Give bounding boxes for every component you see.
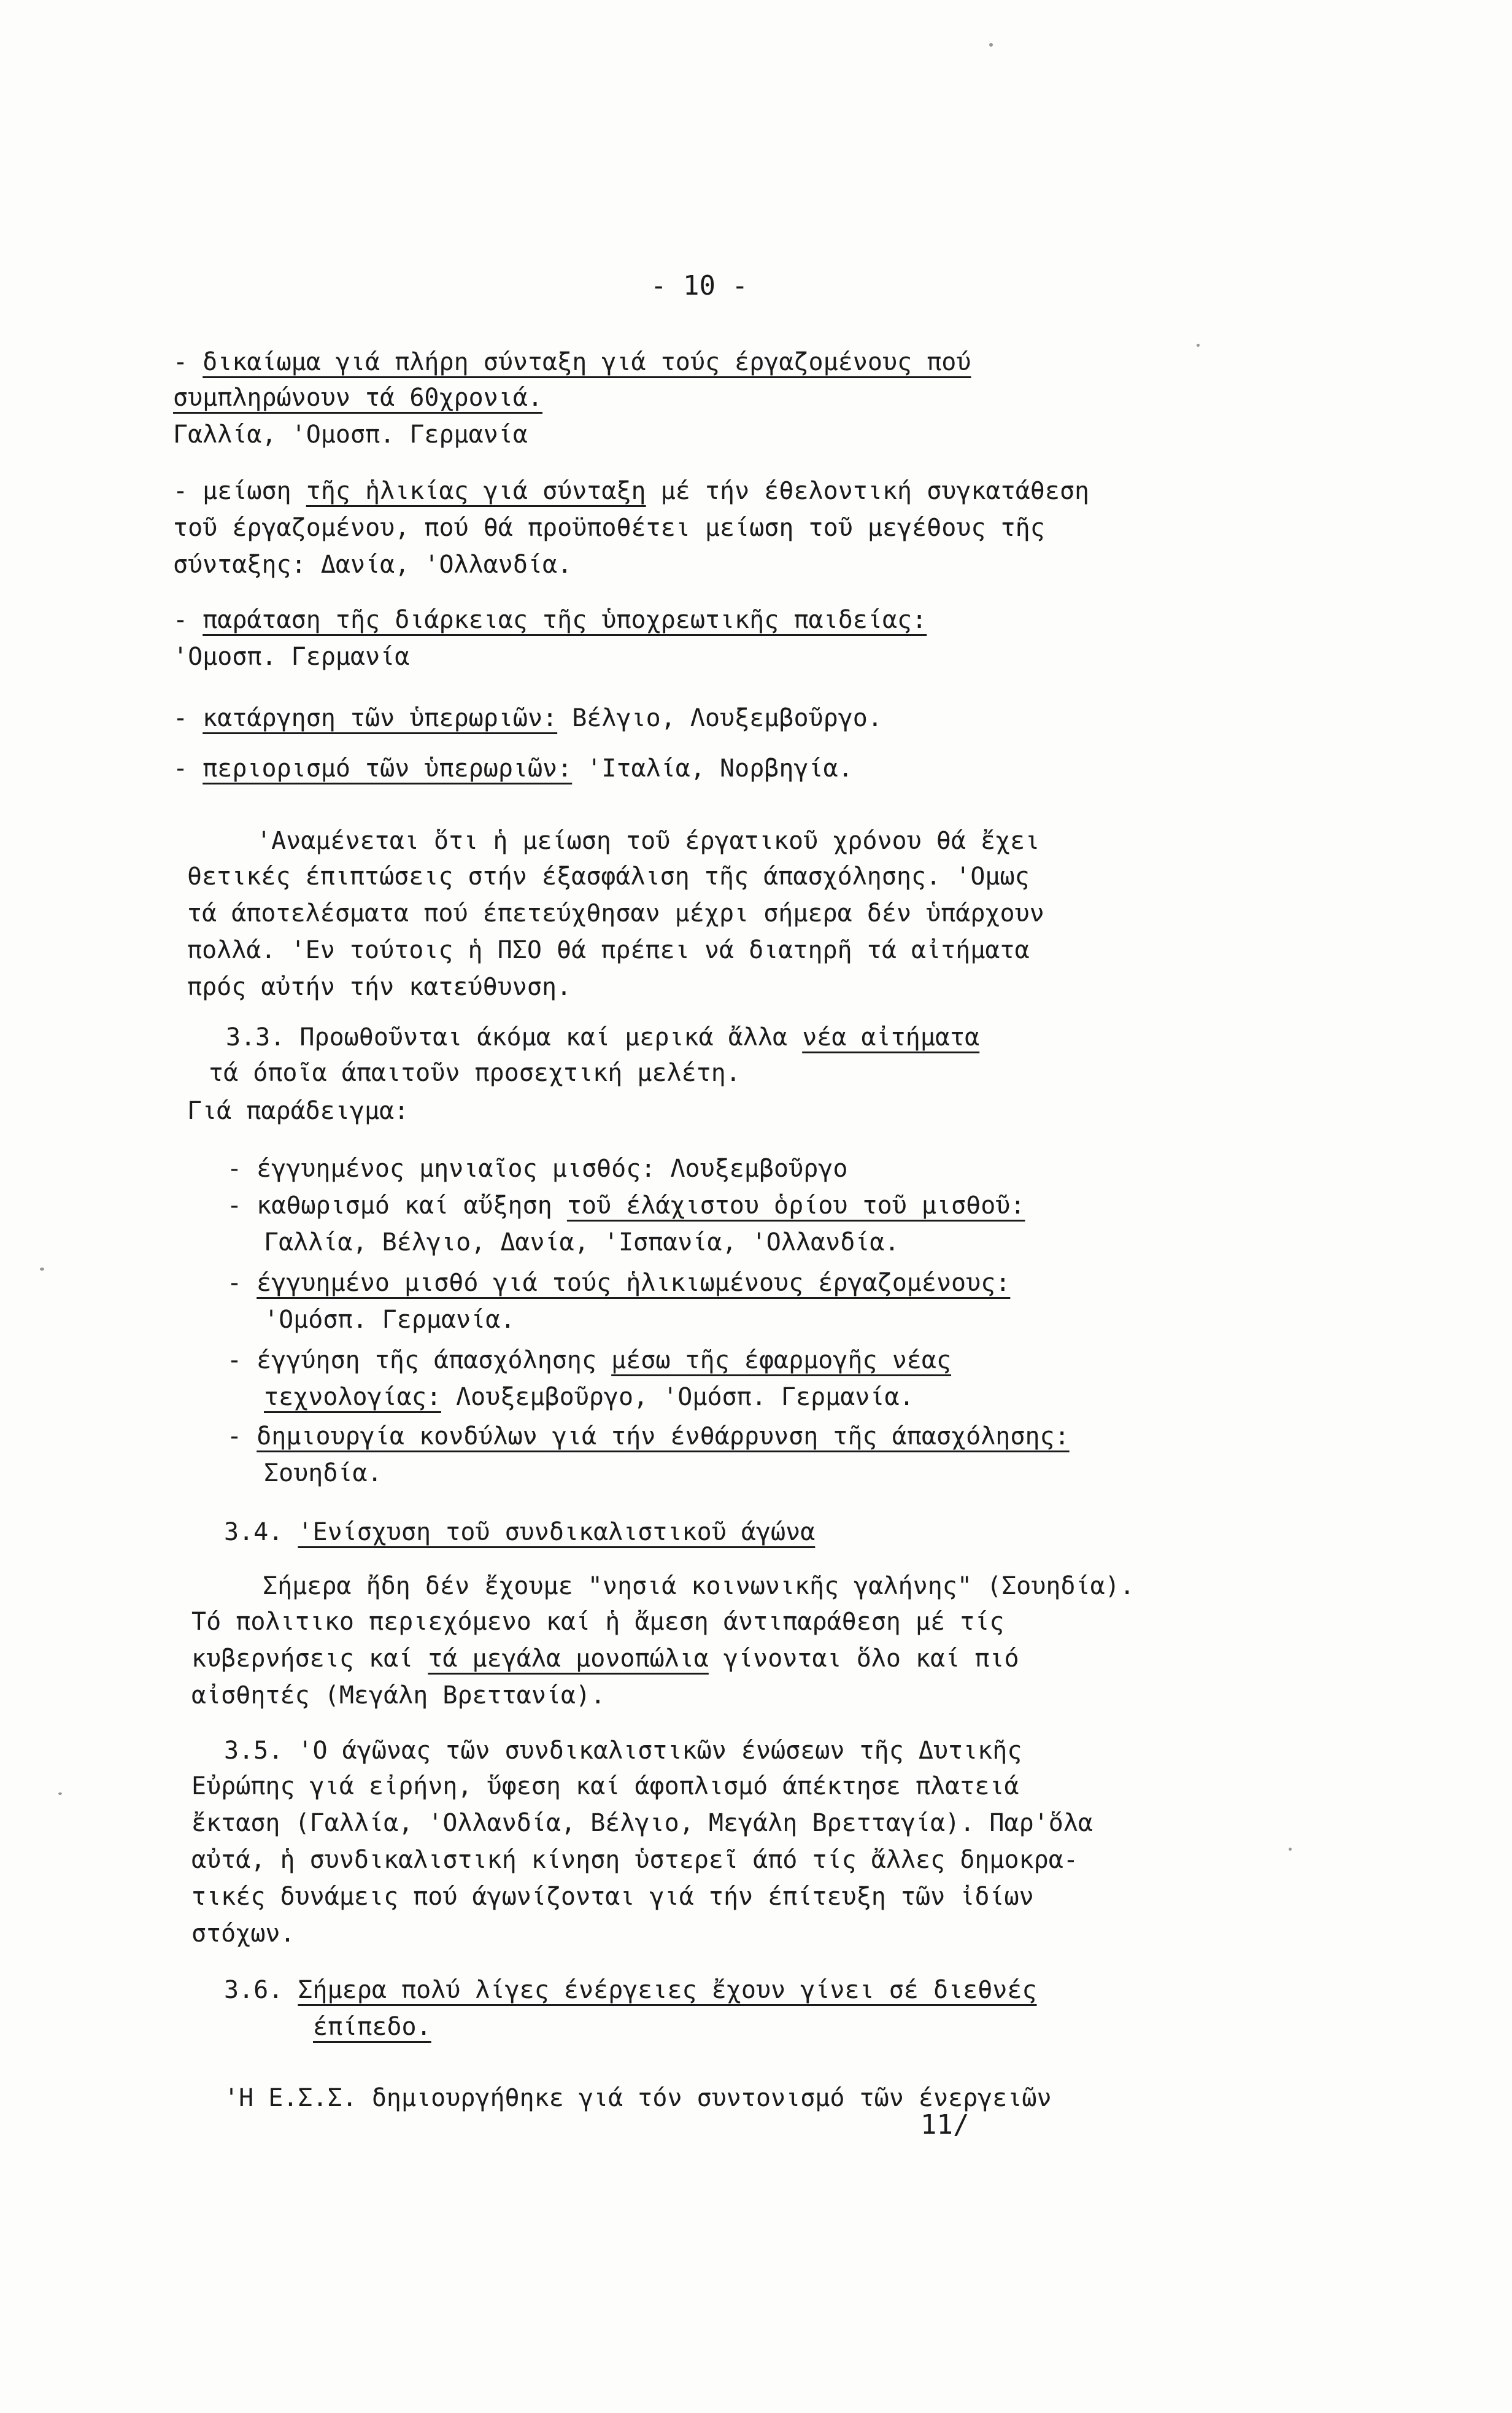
text-segment: 3.3. Προωθοῦνται άκόμα καί μερικά ἄλλα xyxy=(226,1023,803,1052)
text-line xyxy=(224,2086,1052,2110)
text-segment: τικές δυνάμεις πού άγωνίζονται γιά τήν έπίτευξη τῶν ἰδίων xyxy=(191,1883,1034,1911)
text-segment: στόχων. xyxy=(191,1919,295,1948)
underlined-text: παράταση τῆς διάρκειας τῆς ὑποχρεωτικῆς παιδείας: xyxy=(202,606,927,634)
underlined-text: τά μεγάλα μονοπώλια xyxy=(428,1644,709,1673)
continuation-marker: 11/ xyxy=(920,2109,970,2140)
text-line xyxy=(173,479,1089,503)
underlined-text: συμπληρώνουν τά 60χρονιά. xyxy=(173,384,543,412)
text-line xyxy=(313,2015,431,2039)
scan-speck xyxy=(40,1268,44,1271)
text-line xyxy=(191,1921,295,1946)
text-line xyxy=(187,864,1030,889)
text-segment: Γαλλία, 'Ομοσπ. Γερμανία xyxy=(173,420,528,449)
text-line xyxy=(227,1156,847,1181)
text-line xyxy=(173,385,542,410)
text-segment: Σουηδία. xyxy=(264,1459,382,1487)
text-segment: 3.4. xyxy=(224,1518,298,1546)
text-segment: - xyxy=(227,1269,257,1297)
text-line xyxy=(226,1025,979,1050)
text-segment: Γιά παράδειγμα: xyxy=(187,1097,409,1125)
text-segment: Σήμερα ἤδη δέν ἔχουμε "νησιά κοινωνικῆς γαλήνης" (Σουηδία). xyxy=(263,1572,1135,1600)
text-segment: - έγγύηση τῆς άπασχόλησης xyxy=(227,1346,612,1374)
text-segment: μέ τήν έθελοντική συγκατάθεση xyxy=(646,477,1090,505)
text-segment: Λουξεμβοῦργο, 'Ομόσπ. Γερμανία. xyxy=(441,1383,914,1411)
text-segment: - xyxy=(173,348,203,376)
text-segment: Τό πολιτικο περιεχόμενο καί ἡ ἄμεση άντιπαράθεση μέ τίς xyxy=(191,1608,1005,1636)
text-line xyxy=(227,1271,1010,1295)
underlined-text: τῆς ἡλικίας γιά σύνταξη xyxy=(306,477,646,505)
underlined-text: κατάργηση τῶν ὑπερωριῶν: xyxy=(202,704,558,732)
text-segment: 'Η Ε.Σ.Σ. δημιουργήθηκε γιά τόν συντονισμό τῶν ένεργειῶν xyxy=(224,2084,1052,2112)
text-segment: ἔκταση (Γαλλία, 'Ολλανδία, Βέλγιο, Μεγάλη Βρετταγία). Παρ'ὅλα xyxy=(191,1809,1094,1837)
text-line xyxy=(227,1348,951,1373)
text-line xyxy=(191,1884,1034,1909)
text-line xyxy=(187,901,1044,926)
text-line xyxy=(173,645,409,669)
text-segment: αὐτά, ἡ συνδικαλιστική κίνηση ὑστερεῖ άπό τίς ἄλλες δημοκρα- xyxy=(191,1846,1078,1874)
underlined-text: νέα αἰτήματα xyxy=(802,1023,980,1052)
text-segment: 'Ομοσπ. Γερμανία xyxy=(173,643,410,671)
text-line xyxy=(264,1461,382,1485)
text-segment: - xyxy=(173,754,203,783)
text-segment: 'Ιταλία, Νορβηγία. xyxy=(572,754,853,783)
text-line xyxy=(173,706,882,730)
text-line xyxy=(191,1646,1019,1671)
text-segment: - xyxy=(173,606,203,634)
text-line xyxy=(187,938,1030,962)
text-segment: Βέλγιο, Λουξεμβοῦργο. xyxy=(557,704,882,732)
underlined-text: Σήμερα πολύ λίγες ένέργειες ἔχουν γίνει σέ διεθνές xyxy=(298,1976,1037,2004)
text-line xyxy=(173,608,927,632)
underlined-text: τοῦ έλάχιστου ὁρίου τοῦ μισθοῦ: xyxy=(566,1191,1025,1220)
text-segment: - xyxy=(173,704,203,732)
text-segment: 3.6. xyxy=(224,1976,298,2004)
text-segment: Εὐρώπης γιά εἰρήνη, ὕφεση καί άφοπλισμό άπέκτησε πλατειά xyxy=(191,1772,1019,1800)
text-segment: Γαλλία, Βέλγιο, Δανία, 'Ισπανία, 'Ολλανδία. xyxy=(264,1228,900,1257)
text-line xyxy=(264,1230,900,1255)
text-line xyxy=(224,1738,1022,1763)
underlined-text: περιορισμό τῶν ὑπερωριῶν: xyxy=(202,754,573,783)
scan-speck xyxy=(58,1792,62,1795)
text-line xyxy=(191,1609,1005,1634)
text-segment: γίνονται ὅλο καί πιό xyxy=(708,1644,1019,1673)
text-line xyxy=(173,422,528,447)
underlined-text: 'Ενίσχυση τοῦ συνδικαλιστικοῦ άγώνα xyxy=(298,1518,816,1546)
underlined-text: δημιουργία κονδύλων γιά τήν ένθάρρυνση τῆς άπασχόλησης: xyxy=(256,1422,1070,1451)
text-line xyxy=(187,1099,409,1123)
text-segment: - μείωση xyxy=(173,477,306,505)
scan-speck xyxy=(989,43,993,47)
text-line xyxy=(256,829,1040,853)
text-line xyxy=(191,1683,605,1708)
text-segment: 'Ομόσπ. Γερμανία. xyxy=(264,1306,515,1334)
text-line xyxy=(191,1811,1093,1835)
text-segment: πρός αὐτήν τήν κατεύθυνση. xyxy=(187,973,572,1001)
text-segment: αἰσθητές (Μεγάλη Βρεττανία). xyxy=(191,1681,606,1710)
underlined-text: έγγυημένο μισθό γιά τούς ἡλικιωμένους έργαζομένους: xyxy=(256,1269,1011,1297)
text-line xyxy=(263,1574,1135,1598)
text-line xyxy=(191,1774,1019,1799)
scan-speck xyxy=(1197,344,1200,347)
page-number: - 10 - xyxy=(650,270,748,301)
underlined-text: έπίπεδο. xyxy=(313,2013,431,2041)
text-segment: τά όποῖα άπαιτοῦν προσεχτική μελέτη. xyxy=(209,1059,741,1087)
text-segment: τοῦ έργαζομένου, πού θά προϋποθέτει μείωση τοῦ μεγέθους τῆς xyxy=(173,514,1045,542)
text-segment: θετικές έπιπτώσεις στήν έξασφάλιση τῆς άπασχόλησης. 'Ομως xyxy=(187,862,1030,891)
text-line xyxy=(191,1848,1078,1872)
text-line xyxy=(173,350,971,374)
text-line xyxy=(187,975,571,999)
text-line xyxy=(173,516,1045,540)
text-line xyxy=(224,1978,1037,2002)
text-line xyxy=(173,552,572,577)
text-segment: 'Αναμένεται ὅτι ἡ μείωση τοῦ έργατικοῦ χρόνου θά ἔχει xyxy=(256,827,1040,855)
text-segment: - καθωρισμό καί αὔξηση xyxy=(227,1191,567,1220)
underlined-text: δικαίωμα γιά πλήρη σύνταξη γιά τούς έργαζομένους πού xyxy=(202,348,971,376)
underlined-text: τεχνολογίας: xyxy=(264,1383,441,1411)
text-line xyxy=(227,1193,1025,1218)
text-line xyxy=(209,1061,741,1085)
text-segment: σύνταξης: Δανία, 'Ολλανδία. xyxy=(173,551,573,579)
text-segment: - έγγυημένος μηνιαῖος μισθός: Λουξεμβοῦργο xyxy=(227,1155,848,1183)
underlined-text: μέσω τῆς έφαρμογῆς νέας xyxy=(611,1346,952,1374)
text-line xyxy=(264,1307,515,1332)
text-line xyxy=(173,756,853,781)
text-segment: - xyxy=(227,1422,257,1451)
text-segment: πολλά. 'Εν τούτοις ἡ ΠΣΟ θά πρέπει νά διατηρῆ τά αἰτήματα xyxy=(187,936,1030,964)
text-line xyxy=(227,1424,1070,1449)
text-segment: 3.5. 'Ο άγῶνας τῶν συνδικαλιστικῶν ένώσεων τῆς Δυτικῆς xyxy=(224,1737,1022,1765)
text-line xyxy=(264,1385,914,1409)
text-line xyxy=(224,1520,815,1544)
scan-speck xyxy=(1289,1848,1292,1851)
text-segment: τά άποτελέσματα πού έπετεύχθησαν μέχρι σήμερα δέν ὑπάρχουν xyxy=(187,899,1044,928)
text-segment: κυβερνήσεις καί xyxy=(191,1644,428,1673)
